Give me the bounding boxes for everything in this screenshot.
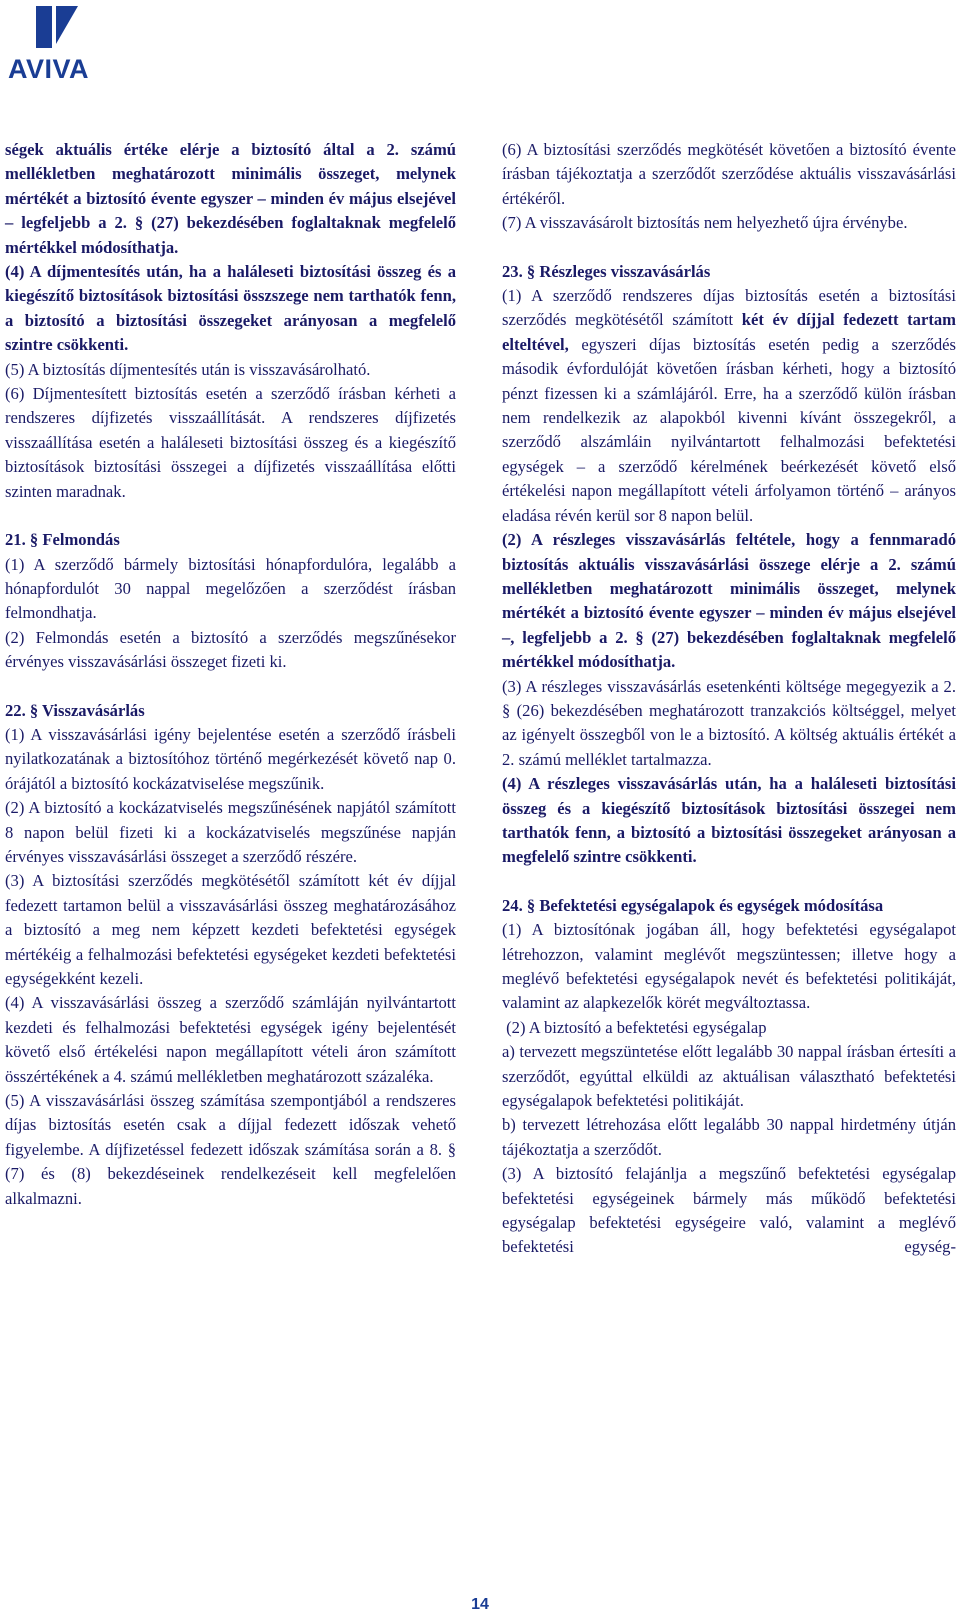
paragraph: (4) A visszavásárlási összeg a szerződő számláján nyilvántartott kezdeti és felhalmozási befektetési egységek igény bejelentését követő első értékelési napon megállapított vételi áron számított összértékének a 4. számú mellékletben meghatározott százaléka. [5, 993, 456, 1086]
paragraph: (4) A díjmentesítés után, ha a haláleseti biztosítási összeg és a kiegészítő biztosítások biztosítási összszege nem tarthatók fenn, a biztosító a biztosítási összegeket arányosan a megfelelő szintre csökkenti. [5, 262, 456, 355]
left-column [5, 138, 456, 1211]
paragraph: (2) A részleges visszavásárlás feltétele, hogy a fennmaradó biztosítás aktuális visszavásárlási összege elérje a 2. számú mellékletben meghatározott minimális összeget, melynek mértékét a biztosító évente egyszer – minden év május elsejével –, legfeljebb a 2. § (27) bekezdésében foglaltaknak megfelelő mértékkel módosíthatja. [502, 530, 956, 672]
aviva-logo [8, 4, 113, 84]
paragraph: ségek aktuális értéke elérje a biztosító által a 2. számú mellékletben meghatározott minimális összeget, melynek mértékét a biztosító évente egyszer – minden év május elsejével – legfeljebb a 2. § (27) bekezdésében foglaltaknak megfelelő mértékkel módosíthatja. [5, 140, 456, 257]
section-number: 22. [5, 700, 26, 720]
section-heading-24: 24. § Befektetési egységalapok és egységek módosítása [502, 895, 884, 915]
paragraph: (2) A biztosító a befektetési egységalap [502, 1017, 767, 1037]
aviva-logo-mark [8, 4, 113, 54]
section-heading-21 [5, 528, 456, 552]
section-heading-22 [5, 699, 456, 723]
paragraph: (6) Díjmentesített biztosítás esetén a szerződő írásban kérheti a rendszeres díjfizetés visszaállítását. A rendszeres díjfizetés visszaállítása esetén a haláleseti biztosítási összeg és a kiegészítő biztosítások biztosítási összegei a díjfizetés visszaállítása előtti szinten maradnak. [5, 384, 456, 501]
paragraph: (3) A részleges visszavásárlás esetenkénti költsége megegyezik a 2. § (26) bekezdésében meghatározott tranzakciós költséggel, melyet az igényelt összegből von le a biztosító. A költség aktuális értékét a 2. számú melléklet tartalmazza. [502, 676, 956, 769]
paragraph: (5) A visszavásárlási összeg számítása szempontjából a rendszeres díjas biztosítás esetén csak a díjjal fedezett időszak vehető figyelembe. A díjfizetéssel fedezett időszak számítása során a 8. § (7) és (8) bekezdéseinek rendelkezéseit kell megfelelően alkalmazni. [5, 1091, 456, 1208]
paragraph: (1) A visszavásárlási igény bejelentése esetén a szerződő írásbeli nyilatkozatának a biztosítóhoz történő megérkezését követő nap 0. órájától a biztosító kockázatviselése megszűnik. [5, 724, 456, 793]
paragraph: a) tervezett megszüntetése előtt legalább 30 nappal írásban értesíti a szerződőt, egyúttal elküldi az aktuálisan választható befektetési egységalapok befektetési politikáját. [502, 1042, 956, 1111]
text-run: (1) A szerződő rendszeres díjas biztosítás esetén a biztosítási szerződés megkötésétől számított [502, 286, 956, 330]
paragraph: (7) A visszavásárolt biztosítás nem helyezhető újra érvénybe. [502, 213, 908, 233]
paragraph: (5) A biztosítás díjmentesítés után is visszavásárolható. [5, 359, 371, 379]
page-number: 14 [471, 1596, 489, 1613]
paragraph: (1) A szerződő bármely biztosítási hónapfordulóra, legalább a hónapfordulót 30 nappal megelőzően a szerződést írásban felmondhatja. [5, 554, 456, 623]
section-heading-23: 23. § Részleges visszavásárlás [502, 261, 711, 281]
paragraph: (2) Felmondás esetén a biztosító a szerződés megszűnésekor érvényes visszavásárlási összeget fizeti ki. [5, 627, 456, 672]
aviva-logo-text: AVIVA [8, 54, 90, 84]
section-title: § Felmondás [29, 530, 120, 550]
paragraph: (6) A biztosítási szerződés megkötését követően a biztosító évente írásban tájékoztatja a szerződőt szerződése aktuális visszavásárlási értékéről. [502, 140, 956, 208]
paragraph: (3) A biztosító felajánlja a megszűnő befektetési egységalap befektetési egységeinek bármely más működő befektetési egységalap befektetési egységeire való, valamint a meglévő befektetési egység- [502, 1164, 956, 1257]
section-title: § Visszavásárlás [29, 700, 145, 720]
right-column [502, 138, 956, 1260]
paragraph: (1) A biztosítónak jogában áll, hogy befektetési egységalapot létrehozzon, valamint meglévőt megszüntessen; illetve hogy a meglévő befektetési egységalapok nevét és befektetési politikáját, valamint az alapkezelők körét megváltoztassa. [502, 920, 956, 1013]
paragraph [502, 284, 956, 528]
paragraph: (3) A biztosítási szerződés megkötésétől számított két év díjjal fedezett tartamon belül a visszavásárlási összeg meghatározásához a biztosító a meg nem képzett kezdeti befektetési egységek mértékéig a felhalmozási befektetési egységeket kezdeti befektetési egységekként kezeli. [5, 871, 456, 988]
text-run-bold: két év díjjal fedezett tartam elteltével, [502, 310, 956, 354]
text-run: egyszeri díjas biztosítás esetén pedig a szerződés második évfordulóját követően írásban kérheti, hogy a biztosító pénzt fizessen ki a számlájáról. Erre, ha a szerződő külön írásban nem rendelkezik az alapokból kivenni kívánt összegekről, a szerződő alszámláin nyilvántartott felhalmozási befektetési egységek – a szerződő kérelmének beérkezését követő első értékelési napon megállapított vételi árfolyamon történő – arányos eladása révén kerül sor 8 napon belül. [502, 334, 956, 525]
paragraph: (2) A biztosító a kockázatviselés megszűnésének napjától számított 8 napon belül fizeti ki a kockázatviselés megszűnése napján érvényes visszavásárlási összeget a szerződő részére. [5, 798, 456, 866]
paragraph: b) tervezett létrehozása előtt legalább 30 nappal hirdetmény útján tájékoztatja a szerződőt. [502, 1115, 956, 1159]
section-number: 21. [5, 530, 26, 550]
paragraph: (4) A részleges visszavásárlás után, ha a haláleseti biztosítási összeg és a kiegészítő biztosítások biztosítási összegei nem tarthatók fenn, a biztosító a biztosítási összegeket arányosan a megfelelő szintre csökkenti. [502, 774, 956, 867]
